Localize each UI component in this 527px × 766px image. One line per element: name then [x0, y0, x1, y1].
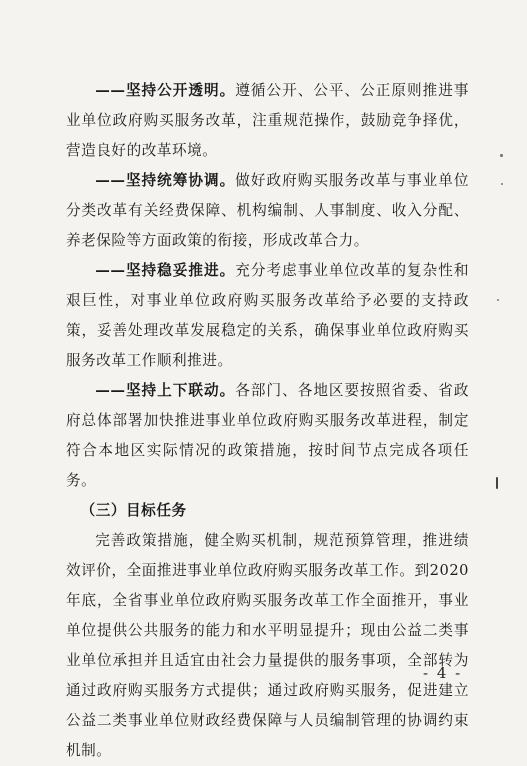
principle-lead: ——坚持公开透明。	[95, 82, 236, 99]
principle-paragraph-transparency	[66, 76, 469, 166]
principle-lead: ——坚持上下联动。	[95, 382, 236, 399]
principle-paragraph-steady	[66, 256, 469, 376]
principle-body: 各部门、各地区要按照省委、省政府总体部署加快推进事业单位政府购买服务改革进程，制定符合本地区实际情况的政策措施，按时间节点完成各项任务。	[66, 382, 469, 489]
page-number: - 4 -	[423, 664, 463, 682]
principle-paragraph-coordination	[66, 166, 469, 256]
principle-body: 做好政府购买服务改革与事业单位分类改革有关经费保障、机构编制、人事制度、收入分配、养老保险等方面政策的衔接，形成改革合力。	[66, 172, 469, 249]
scan-speck	[497, 299, 499, 301]
scan-speck	[501, 183, 503, 185]
scan-speck	[496, 477, 498, 489]
principle-lead: ——坚持统筹协调。	[95, 172, 236, 189]
principle-body: 遵循公开、公平、公正原则推进事业单位政府购买服务改革，注重规范操作，鼓励竞争择优，营造良好的改革环境。	[66, 82, 469, 159]
scan-speck	[500, 154, 503, 157]
section-heading: （三）目标任务	[80, 502, 187, 519]
principle-paragraph-linkage	[66, 376, 469, 496]
principle-body: 充分考虑事业单位改革的复杂性和艰巨性，对事业单位政府购买服务改革给予必要的支持政策，妥善处理改革发展稳定的关系，确保事业单位政府购买服务改革工作顺利推进。	[66, 262, 469, 369]
principle-lead: ——坚持稳妥推进。	[95, 262, 236, 279]
goal-paragraph: 完善政策措施，健全购买机制，规范预算管理，推进绩效评价，全面推进事业单位政府购买服务改革工作。到2020年底，全省事业单位政府购买服务改革工作全面推开，事业单位提供公共服务的能力和水平明显提升；现由公益二类事业单位承担并且适宜由社会力量提供的服务事项，全部转为通过政府购买服务方式提供；通过政府购买服务，促进建立公益二类事业单位财政经费保障与人员编制管理的协调约束机制。	[66, 532, 469, 759]
